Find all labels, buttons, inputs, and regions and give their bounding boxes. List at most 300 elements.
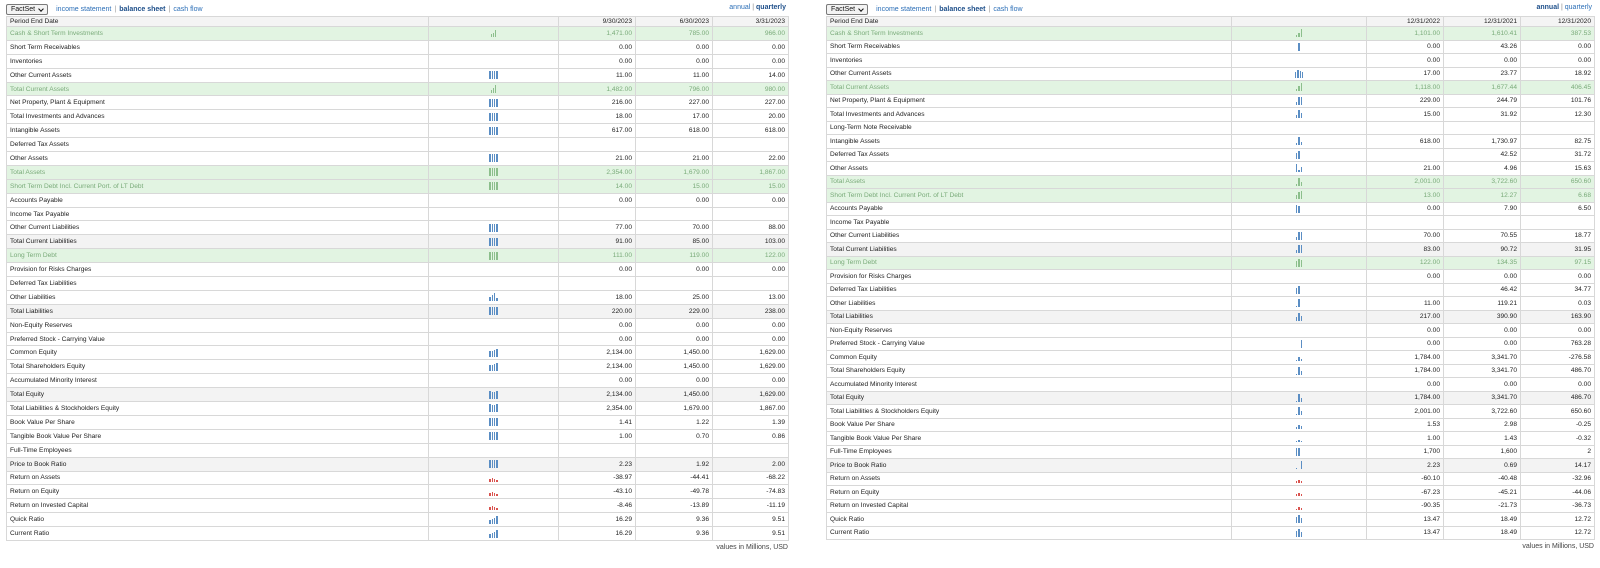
trend-chart-icon[interactable]	[1296, 232, 1302, 240]
value-cell: 2,134.00	[559, 346, 636, 360]
trend-chart-icon[interactable]	[1296, 178, 1302, 186]
value-cell: 122.00	[1367, 256, 1444, 270]
trend-bar	[1298, 170, 1299, 172]
trend-chart-icon[interactable]	[489, 99, 497, 107]
trend-bar	[494, 418, 495, 426]
value-cell: 0.00	[559, 332, 636, 346]
row-label: Quick Ratio	[827, 513, 1232, 527]
trend-bar	[496, 113, 497, 121]
period-header: 6/30/2023	[636, 17, 713, 27]
trend-chart-icon[interactable]	[489, 238, 497, 246]
value-cell: 0.00	[713, 318, 789, 332]
link-quarterly[interactable]: quarterly	[756, 4, 786, 11]
trend-chart-icon[interactable]	[489, 363, 497, 371]
row-total-investments-and-advances	[827, 108, 1595, 122]
value-cell: 618.00	[1367, 135, 1444, 149]
row-other-assets	[7, 152, 789, 166]
row-label: Long Term Debt	[827, 256, 1232, 270]
trend-cell	[1232, 175, 1367, 189]
value-cell	[713, 207, 789, 221]
value-cell: 13.00	[1367, 189, 1444, 203]
row-book-value-per-share	[827, 418, 1595, 432]
trend-cell	[429, 54, 559, 68]
trend-bar	[494, 99, 495, 107]
value-cell: -36.73	[1521, 499, 1595, 513]
trend-bar	[489, 99, 490, 107]
trend-chart-icon[interactable]	[1296, 259, 1302, 267]
trend-bar	[489, 252, 490, 260]
value-cell: 7.90	[1444, 202, 1521, 216]
value-cell: 13.47	[1367, 526, 1444, 540]
value-cell: 46.42	[1444, 283, 1521, 297]
trend-cell	[1232, 364, 1367, 378]
trend-bar	[1298, 151, 1299, 159]
row-label: Total Current Liabilities	[827, 243, 1232, 257]
trend-bar	[496, 530, 497, 538]
trend-chart-icon[interactable]	[1296, 137, 1302, 145]
trend-bar	[495, 85, 496, 93]
value-cell: 2.00	[713, 457, 789, 471]
statement-links: income statement | balance sheet | cash flow	[876, 5, 1023, 13]
trend-cell	[1232, 94, 1367, 108]
trend-header	[429, 17, 559, 27]
value-cell: 0.00	[1444, 337, 1521, 351]
trend-bar	[1296, 401, 1297, 402]
trend-chart-icon[interactable]	[489, 168, 497, 176]
value-cell: 97.15	[1521, 256, 1595, 270]
value-cell: 1,629.00	[713, 360, 789, 374]
value-cell: 1,118.00	[1367, 81, 1444, 95]
value-cell: 0.00	[636, 374, 713, 388]
row-other-liabilities	[827, 297, 1595, 311]
trend-bar	[496, 307, 497, 315]
value-cell: 11.00	[636, 68, 713, 82]
trend-chart-icon[interactable]	[1296, 529, 1302, 537]
value-cell: 0.00	[1444, 270, 1521, 284]
trend-bar	[1301, 245, 1302, 253]
row-other-liabilities	[7, 290, 789, 304]
value-cell: 1.39	[713, 415, 789, 429]
row-total-shareholders-equity	[7, 360, 789, 374]
value-cell	[559, 277, 636, 291]
value-cell	[1367, 216, 1444, 230]
trend-cell	[429, 221, 559, 235]
trend-bar	[1296, 143, 1297, 145]
trend-chart-icon[interactable]	[489, 460, 497, 468]
trend-chart-icon[interactable]	[491, 85, 497, 93]
trend-cell	[1232, 324, 1367, 338]
value-cell: 238.00	[713, 304, 789, 318]
value-cell: 0.00	[559, 193, 636, 207]
trend-bar	[1301, 340, 1302, 348]
trend-chart-icon[interactable]	[489, 224, 497, 232]
trend-bar	[1300, 71, 1301, 78]
trend-cell	[429, 402, 559, 416]
row-price-to-book-ratio	[7, 457, 789, 471]
trend-bar	[1296, 441, 1297, 442]
row-short-term-debt-incl-current-port-of-lt-debt	[7, 179, 789, 193]
trend-chart-icon[interactable]	[1296, 286, 1302, 294]
trend-chart-icon[interactable]	[489, 404, 497, 412]
row-total-assets	[827, 175, 1595, 189]
trend-bar	[489, 534, 490, 538]
value-cell: 15.00	[713, 179, 789, 193]
trend-chart-icon[interactable]	[489, 502, 497, 510]
row-long-term-debt	[7, 249, 789, 263]
trend-chart-icon[interactable]	[1296, 164, 1302, 172]
value-cell	[636, 138, 713, 152]
period-end-date-header: Period End Date	[7, 17, 429, 27]
link-balance-sheet[interactable]: balance sheet	[119, 5, 166, 13]
row-label: Net Property, Plant & Equipment	[827, 94, 1232, 108]
trend-bar	[1296, 288, 1297, 294]
trend-bar	[496, 349, 497, 357]
trend-bar	[1296, 261, 1297, 267]
value-cell: 1,784.00	[1367, 364, 1444, 378]
value-cell: -13.89	[636, 499, 713, 513]
row-label: Other Current Assets	[7, 68, 429, 82]
trend-bar	[489, 460, 490, 468]
trend-bar	[1298, 313, 1299, 321]
trend-cell	[1232, 243, 1367, 257]
value-cell	[1444, 216, 1521, 230]
value-cell: -32.96	[1521, 472, 1595, 486]
trend-chart-icon[interactable]	[489, 71, 497, 79]
trend-cell	[429, 152, 559, 166]
value-cell: 14.00	[559, 179, 636, 193]
trend-chart-icon[interactable]	[1296, 97, 1302, 105]
trend-cell	[429, 124, 559, 138]
value-cell: 0.00	[713, 54, 789, 68]
trend-bar	[496, 154, 497, 162]
toolbar	[6, 2, 788, 16]
value-cell: 6.50	[1521, 202, 1595, 216]
trend-bar	[1296, 164, 1297, 172]
trend-bar	[1301, 441, 1302, 442]
trend-chart-icon[interactable]	[1296, 245, 1302, 253]
value-cell: 17.00	[1367, 67, 1444, 81]
value-cell: 244.79	[1444, 94, 1521, 108]
trend-chart-icon[interactable]	[1296, 313, 1302, 321]
trend-bar	[1296, 448, 1297, 456]
trend-bar	[489, 297, 490, 301]
value-cell: 2,001.00	[1367, 405, 1444, 419]
row-return-on-equity	[827, 486, 1595, 500]
trend-bar	[1301, 191, 1302, 199]
link-annual[interactable]: annual	[729, 4, 751, 11]
trend-bar	[1296, 184, 1297, 186]
trend-cell	[1232, 391, 1367, 405]
trend-bar	[1298, 245, 1299, 253]
row-label: Deferred Tax Liabilities	[827, 283, 1232, 297]
trend-chart-icon[interactable]	[489, 516, 497, 524]
balance-sheet-table	[6, 16, 789, 541]
row-return-on-assets	[7, 471, 789, 485]
trend-chart-icon[interactable]	[1296, 434, 1302, 442]
value-cell: -8.46	[559, 499, 636, 513]
row-accounts-payable	[7, 193, 789, 207]
trend-bar	[1298, 192, 1299, 199]
link-balance-sheet[interactable]: balance sheet	[939, 5, 986, 13]
trend-chart-icon[interactable]	[1296, 515, 1302, 523]
trend-chart-icon[interactable]	[1295, 70, 1303, 78]
row-label: Intangible Assets	[827, 135, 1232, 149]
trend-chart-icon[interactable]	[489, 474, 497, 482]
trend-chart-icon[interactable]	[1296, 448, 1302, 456]
trend-bar	[494, 392, 495, 399]
trend-cell	[429, 249, 559, 263]
value-cell: 1,679.00	[636, 165, 713, 179]
trend-bar	[489, 520, 490, 524]
trend-bar	[494, 113, 495, 121]
trend-chart-icon[interactable]	[1296, 299, 1302, 307]
row-quick-ratio	[827, 513, 1595, 527]
row-return-on-assets	[827, 472, 1595, 486]
trend-bar	[495, 30, 496, 37]
trend-chart-icon[interactable]	[1296, 83, 1302, 91]
trend-chart-icon[interactable]	[489, 307, 497, 315]
value-cell: 406.45	[1521, 81, 1595, 95]
trend-chart-icon[interactable]	[489, 293, 497, 301]
trend-cell	[1232, 486, 1367, 500]
trend-chart-icon[interactable]	[1296, 340, 1302, 348]
trend-chart-icon[interactable]	[1296, 394, 1302, 402]
row-long-term-debt	[827, 256, 1595, 270]
value-cell: 122.00	[713, 249, 789, 263]
value-cell	[1521, 121, 1595, 135]
value-cell: 1,730.97	[1444, 135, 1521, 149]
trend-bar	[496, 363, 497, 371]
trend-chart-icon[interactable]	[489, 418, 497, 426]
trend-chart-icon[interactable]	[1296, 461, 1302, 469]
trend-bar	[489, 71, 490, 79]
row-deferred-tax-assets	[827, 148, 1595, 162]
period-end-date-header: Period End Date	[827, 17, 1232, 27]
value-cell	[1521, 216, 1595, 230]
row-label: Total Assets	[7, 165, 429, 179]
row-total-current-liabilities	[827, 243, 1595, 257]
row-label: Cash & Short Term Investments	[827, 27, 1232, 41]
trend-bar	[492, 351, 493, 357]
trend-bar	[494, 518, 495, 524]
link-quarterly[interactable]: quarterly	[1564, 4, 1592, 11]
row-label: Book Value Per Share	[7, 415, 429, 429]
value-cell: 17.00	[636, 110, 713, 124]
row-label: Provision for Risks Charges	[827, 270, 1232, 284]
row-full-time-employees	[7, 443, 789, 457]
value-cell: 1.43	[1444, 432, 1521, 446]
trend-bar	[1301, 232, 1302, 240]
trend-chart-icon[interactable]	[1296, 353, 1302, 361]
trend-chart-icon[interactable]	[1296, 407, 1302, 415]
trend-bar	[492, 224, 493, 232]
trend-bar	[496, 460, 497, 468]
row-label: Net Property, Plant & Equipment	[7, 96, 429, 110]
trend-chart-icon[interactable]	[1296, 488, 1302, 496]
trend-chart-icon[interactable]	[489, 391, 497, 399]
trend-chart-icon[interactable]	[489, 530, 497, 538]
trend-chart-icon[interactable]	[1296, 502, 1302, 510]
value-cell: 42.52	[1444, 148, 1521, 162]
value-cell	[713, 277, 789, 291]
trend-chart-icon[interactable]	[1296, 151, 1302, 159]
trend-bar	[1298, 206, 1299, 213]
trend-bar	[496, 480, 497, 482]
value-cell: 77.00	[559, 221, 636, 235]
value-cell	[713, 138, 789, 152]
value-cell	[1367, 283, 1444, 297]
value-cell: 12.27	[1444, 189, 1521, 203]
value-cell: 1,629.00	[713, 388, 789, 402]
row-total-liabilities	[7, 304, 789, 318]
link-cash-flow[interactable]: cash flow	[993, 5, 1023, 13]
trend-bar	[1301, 371, 1302, 375]
trend-cell	[1232, 148, 1367, 162]
value-cell: 15.63	[1521, 162, 1595, 176]
row-label: Accumulated Minority Interest	[7, 374, 429, 388]
row-label: Total Assets	[827, 175, 1232, 189]
trend-chart-icon[interactable]	[489, 154, 497, 162]
row-label: Total Liabilities & Stockholders Equity	[7, 402, 429, 416]
trend-chart-icon[interactable]	[1296, 421, 1302, 429]
value-cell: 0.69	[1444, 459, 1521, 473]
chevron-down-icon	[38, 6, 45, 13]
value-cell: 0.00	[559, 374, 636, 388]
trend-chart-icon[interactable]	[1296, 191, 1302, 199]
link-annual[interactable]: annual	[1536, 4, 1560, 11]
value-cell: 25.00	[636, 290, 713, 304]
trend-bar	[494, 238, 495, 246]
link-cash-flow[interactable]: cash flow	[173, 5, 203, 13]
row-label: Long-Term Note Receivable	[827, 121, 1232, 135]
trend-bar	[492, 71, 493, 79]
trend-bar	[492, 113, 493, 121]
row-accounts-payable	[827, 202, 1595, 216]
row-other-current-liabilities	[7, 221, 789, 235]
row-label: Quick Ratio	[7, 513, 429, 527]
trend-chart-icon[interactable]	[1296, 367, 1302, 375]
value-cell: 0.00	[1444, 324, 1521, 338]
link-income-statement[interactable]: income statement	[876, 5, 932, 13]
value-cell: 163.90	[1521, 310, 1595, 324]
trend-bar	[1296, 360, 1297, 361]
trend-bar	[492, 365, 493, 371]
trend-chart-icon[interactable]	[1296, 475, 1302, 483]
trend-bar	[492, 154, 493, 162]
value-cell: 18.77	[1521, 229, 1595, 243]
trend-bar	[494, 71, 495, 79]
source-select[interactable]	[6, 4, 48, 15]
trend-bar	[489, 432, 490, 440]
value-cell: 0.70	[636, 429, 713, 443]
trend-chart-icon[interactable]	[491, 29, 497, 37]
source-select[interactable]	[826, 4, 868, 15]
trend-chart-icon[interactable]	[489, 252, 497, 260]
row-accumulated-minority-interest	[827, 378, 1595, 392]
row-label: Short Term Receivables	[827, 40, 1232, 54]
value-cell: 2,134.00	[559, 360, 636, 374]
value-cell: 0.00	[559, 54, 636, 68]
trend-bar	[494, 224, 495, 232]
trend-bar	[1301, 29, 1302, 37]
trend-chart-icon[interactable]	[489, 349, 497, 357]
trend-chart-icon[interactable]	[1296, 205, 1302, 213]
trend-bar	[1301, 83, 1302, 91]
trend-bar	[1296, 494, 1297, 496]
row-net-property-plant-equipment	[7, 96, 789, 110]
value-cell: 15.00	[636, 179, 713, 193]
trend-bar	[1301, 113, 1302, 118]
row-label: Inventories	[7, 54, 429, 68]
value-cell: 2.23	[1367, 459, 1444, 473]
value-cell: 0.03	[1521, 297, 1595, 311]
trend-bar	[493, 33, 494, 37]
trend-cell	[1232, 162, 1367, 176]
trend-chart-icon[interactable]	[489, 127, 497, 135]
trend-bar	[1298, 86, 1299, 91]
value-cell: 2,354.00	[559, 402, 636, 416]
row-label: Total Current Assets	[827, 81, 1232, 95]
value-cell: 650.60	[1521, 175, 1595, 189]
trend-bar	[1298, 448, 1299, 456]
trend-chart-icon[interactable]	[489, 432, 497, 440]
row-label: Cash & Short Term Investments	[7, 27, 429, 41]
row-deferred-tax-assets	[7, 138, 789, 152]
trend-bar	[492, 405, 493, 412]
row-intangible-assets	[827, 135, 1595, 149]
link-income-statement[interactable]: income statement	[56, 5, 112, 13]
row-label: Preferred Stock - Carrying Value	[7, 332, 429, 346]
trend-chart-icon[interactable]	[1296, 29, 1302, 37]
units-footnote: values in Millions, USD	[716, 543, 788, 551]
trend-chart-icon[interactable]	[489, 113, 497, 121]
value-cell: 0.00	[1367, 54, 1444, 68]
row-label: Return on Assets	[827, 472, 1232, 486]
trend-bar	[1296, 374, 1297, 375]
trend-bar	[1296, 250, 1297, 253]
row-non-equity-reserves	[7, 318, 789, 332]
value-cell: 3,341.70	[1444, 351, 1521, 365]
value-cell: 0.00	[636, 54, 713, 68]
trend-chart-icon[interactable]	[489, 182, 497, 190]
trend-bar	[494, 350, 495, 357]
trend-bar	[1301, 461, 1302, 469]
value-cell: 0.00	[1367, 40, 1444, 54]
value-cell: -276.58	[1521, 351, 1595, 365]
value-cell: 3,341.70	[1444, 364, 1521, 378]
trend-chart-icon[interactable]	[1296, 110, 1302, 118]
value-cell: 9.51	[713, 527, 789, 541]
trend-bar	[496, 298, 497, 301]
row-total-assets	[7, 165, 789, 179]
value-cell: 9.36	[636, 513, 713, 527]
row-total-equity	[827, 391, 1595, 405]
row-book-value-per-share	[7, 415, 789, 429]
row-label: Accumulated Minority Interest	[827, 378, 1232, 392]
value-cell: 229.00	[636, 304, 713, 318]
trend-bar	[1301, 426, 1302, 429]
trend-bar	[1298, 43, 1299, 51]
value-cell: 1,679.00	[636, 402, 713, 416]
value-cell: 217.00	[1367, 310, 1444, 324]
trend-chart-icon[interactable]	[489, 488, 497, 496]
header-row	[827, 17, 1595, 27]
trend-bar	[494, 507, 495, 510]
trend-chart-icon[interactable]	[1296, 43, 1302, 51]
row-label: Deferred Tax Liabilities	[7, 277, 429, 291]
row-label: Short Term Debt Incl. Current Port. of LT Debt	[7, 179, 429, 193]
value-cell: 15.00	[1367, 108, 1444, 122]
